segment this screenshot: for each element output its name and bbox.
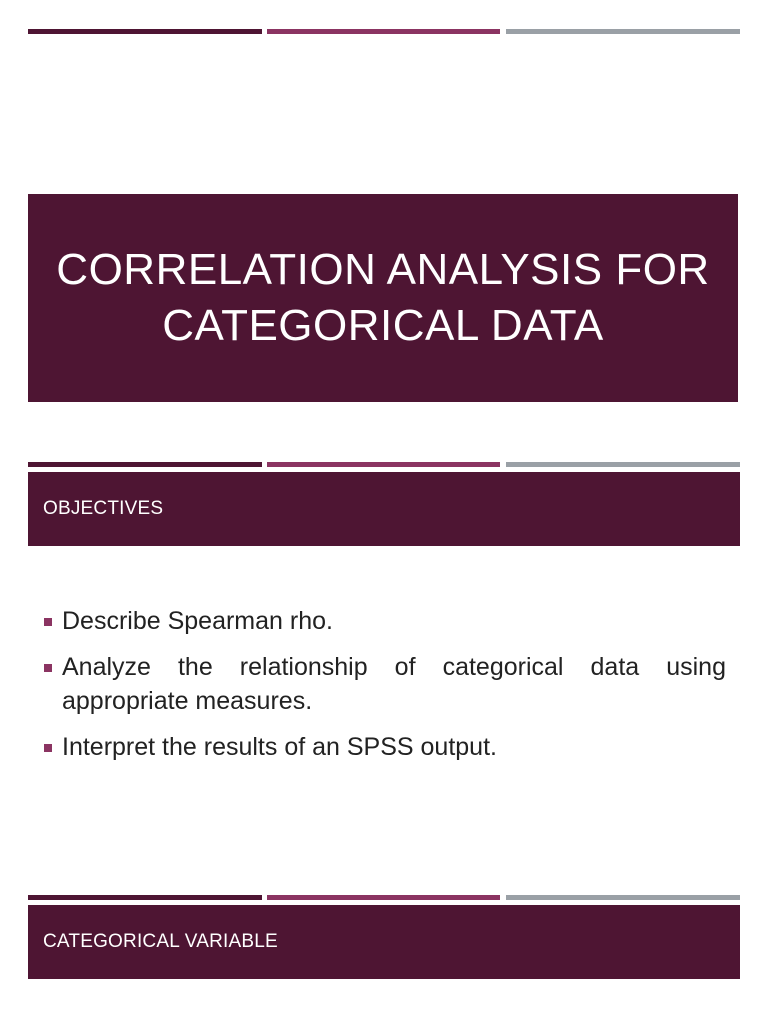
objectives-heading: OBJECTIVES (43, 498, 164, 519)
accent-bars-top (28, 29, 740, 34)
objectives-header (28, 472, 740, 546)
accent-bar-gray (506, 29, 740, 34)
list-item (44, 730, 726, 764)
slide-title: CORRELATION ANALYSIS FOR CATEGORICAL DATA (56, 245, 710, 350)
accent-bar-gray (506, 462, 740, 467)
accent-bar-dark (28, 29, 262, 34)
accent-bars-middle (28, 462, 740, 467)
accent-bar-magenta (267, 895, 500, 900)
accent-bars-bottom (28, 895, 740, 900)
square-bullet-icon (44, 618, 52, 626)
list-item (44, 604, 726, 638)
title-block (28, 194, 738, 402)
accent-bar-gray (506, 895, 740, 900)
square-bullet-icon (44, 664, 52, 672)
bullet-text: Describe Spearman rho. (62, 607, 333, 635)
square-bullet-icon (44, 744, 52, 752)
accent-bar-dark (28, 895, 262, 900)
accent-bar-dark (28, 462, 262, 467)
categorical-variable-header (28, 905, 740, 979)
list-item (44, 650, 726, 718)
accent-bar-magenta (267, 462, 500, 467)
bullet-text: Interpret the results of an SPSS output. (62, 733, 497, 761)
objectives-list (44, 604, 726, 776)
accent-bar-magenta (267, 29, 500, 34)
bullet-text: Analyze the relationship of categorical data using appropriate measures. (62, 653, 726, 715)
categorical-variable-heading: CATEGORICAL VARIABLE (43, 931, 278, 952)
